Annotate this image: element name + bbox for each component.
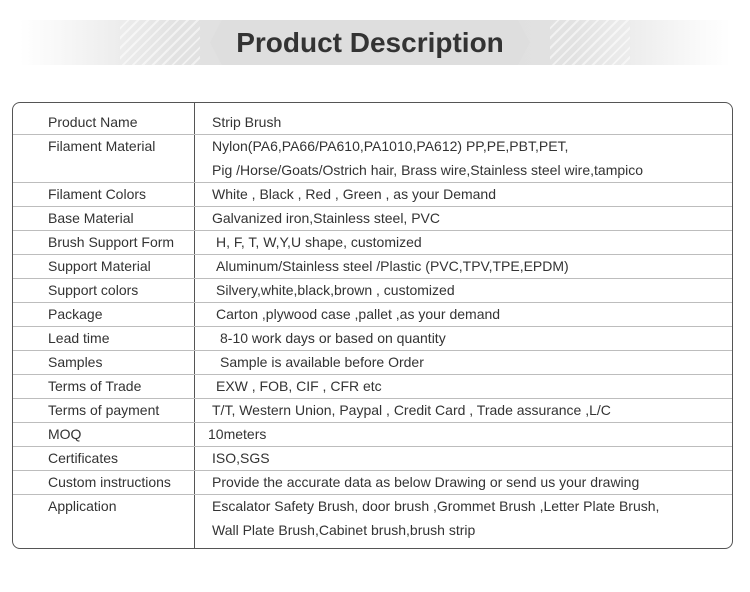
table-row [13, 446, 732, 471]
page-title: Product Description [236, 27, 504, 58]
table-row [13, 398, 732, 423]
row-label: Brush Support Form [48, 234, 175, 250]
row-label: Filament Material [48, 138, 156, 154]
row-value: Silvery,white,black,brown , customized [216, 282, 455, 298]
product-spec-table [12, 102, 733, 549]
table-row [13, 518, 732, 542]
row-value: Sample is available before Order [220, 354, 424, 370]
table-row [13, 470, 732, 495]
table-row [13, 110, 732, 135]
row-label: Base Material [48, 210, 134, 226]
row-label: Support Material [48, 258, 151, 274]
row-label: Certificates [48, 450, 119, 466]
row-value: EXW , FOB, CIF , CFR etc [216, 378, 382, 394]
row-label: Terms of payment [48, 402, 160, 418]
row-label: Lead time [48, 330, 110, 346]
row-value: Carton ,plywood case ,pallet ,as your demand [216, 306, 501, 322]
row-value: Pig /Horse/Goats/Ostrich hair, Brass wire,Stainless steel wire,tampico [212, 162, 644, 178]
row-label: Terms of Trade [48, 378, 142, 394]
table-row [13, 422, 732, 447]
row-value: ISO,SGS [212, 450, 270, 466]
table-row [13, 494, 732, 518]
table-row [13, 158, 732, 183]
row-value: Provide the accurate data as below Drawing or send us your drawing [212, 474, 640, 490]
table-row [13, 278, 732, 303]
row-label: Support colors [48, 282, 139, 298]
row-value: Strip Brush [212, 114, 282, 130]
table-row [13, 374, 732, 399]
row-value: Nylon(PA6,PA66/PA610,PA1010,PA612) PP,PE,PBT,PET, [212, 138, 569, 154]
row-value: 10meters [208, 426, 267, 442]
row-label: Application [48, 498, 117, 514]
row-value: White , Black , Red , Green , as your Demand [212, 186, 497, 202]
table-row [13, 326, 732, 351]
row-label: Filament Colors [48, 186, 147, 202]
row-label: Custom instructions [48, 474, 171, 490]
row-label: Package [48, 306, 103, 322]
table-row [13, 206, 732, 231]
table-row [13, 350, 732, 375]
table-row [13, 182, 732, 207]
row-label: Product Name [48, 114, 138, 130]
row-value: 8-10 work days or based on quantity [220, 330, 446, 346]
row-value: Galvanized iron,Stainless steel, PVC [212, 210, 440, 226]
banner-stripe-right [550, 20, 630, 65]
table-row [13, 254, 732, 279]
row-label: MOQ [48, 426, 82, 442]
table-row [13, 230, 732, 255]
row-value: H, F, T, W,Y,U shape, customized [216, 234, 422, 250]
row-label: Samples [48, 354, 103, 370]
row-value: Wall Plate Brush,Cabinet brush,brush strip [212, 522, 476, 538]
row-value: Aluminum/Stainless steel /Plastic (PVC,TPV,TPE,EPDM) [216, 258, 569, 274]
table-row [13, 302, 732, 327]
row-value: Escalator Safety Brush, door brush ,Grommet Brush ,Letter Plate Brush, [212, 498, 660, 514]
table-row [13, 134, 732, 158]
row-value: T/T, Western Union, Paypal , Credit Card , Trade assurance ,L/C [212, 402, 611, 418]
banner-stripe-left [120, 20, 200, 65]
